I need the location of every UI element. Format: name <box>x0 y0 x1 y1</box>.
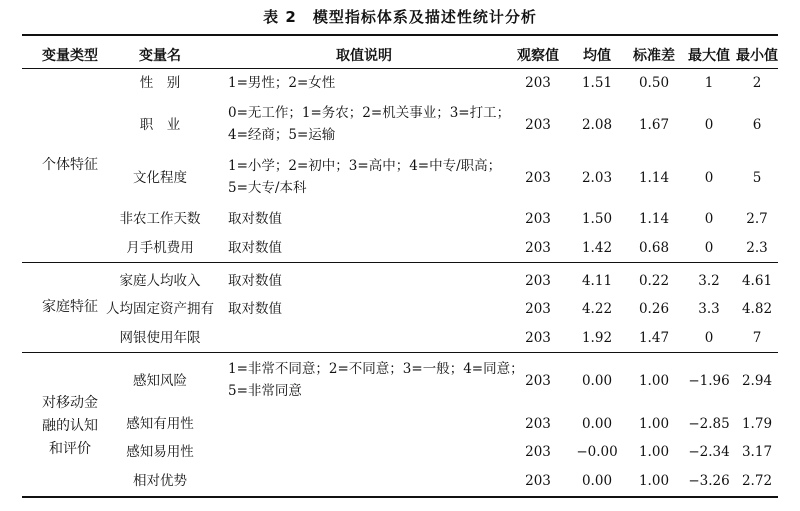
row-desc: 取对数值 <box>228 273 282 289</box>
row-desc: 5=大专/本科 <box>228 180 307 196</box>
row-max: 3.3 <box>698 301 720 317</box>
row-sd: 0.68 <box>638 240 670 256</box>
row-name: 月手机费用 <box>126 240 194 256</box>
row-n: 203 <box>525 75 551 91</box>
row-desc: 5=非常同意 <box>228 383 302 399</box>
row-max: 0 <box>704 330 714 346</box>
group-cognition-line: 对移动金 <box>42 395 98 411</box>
row-n: 203 <box>525 273 551 289</box>
row-sd: 1.14 <box>638 211 670 227</box>
row-name: 感知有用性 <box>126 416 194 432</box>
row-min: 5 <box>752 170 762 186</box>
row-max: 0 <box>704 211 714 227</box>
row-min: 2.3 <box>746 240 768 256</box>
group-household: 家庭特征 <box>42 299 98 315</box>
row-desc: 取对数值 <box>228 211 282 227</box>
row-max: −3.26 <box>688 473 730 489</box>
row-sd: 0.26 <box>638 301 670 317</box>
header-desc: 取值说明 <box>336 48 392 64</box>
row-mean: 0.00 <box>581 416 613 432</box>
row-name: 相对优势 <box>133 473 187 489</box>
row-n: 203 <box>525 416 551 432</box>
row-sd: 1.47 <box>638 330 670 346</box>
row-max: −2.85 <box>688 416 730 432</box>
row-desc: 1=男性；2=女性 <box>228 75 336 91</box>
header-n: 观察值 <box>517 48 559 64</box>
header-type: 变量类型 <box>42 48 98 64</box>
row-min: 2 <box>752 75 762 91</box>
row-n: 203 <box>525 117 551 133</box>
row-n: 203 <box>525 240 551 256</box>
row-name: 感知易用性 <box>126 444 194 460</box>
row-n: 203 <box>525 473 551 489</box>
header-max: 最大值 <box>688 48 730 64</box>
row-mean: 4.11 <box>581 273 613 289</box>
row-n: 203 <box>525 301 551 317</box>
row-name: 文化程度 <box>133 170 187 186</box>
row-desc: 取对数值 <box>228 240 282 256</box>
row-min: 1.79 <box>741 416 773 432</box>
row-max: 1 <box>704 75 714 91</box>
row-n: 203 <box>525 330 551 346</box>
row-n: 203 <box>525 444 551 460</box>
row-sd: 0.50 <box>638 75 670 91</box>
row-name: 感知风险 <box>133 373 187 389</box>
header-mean: 均值 <box>583 48 611 64</box>
row-name: 职 业 <box>139 117 181 133</box>
row-name: 网银使用年限 <box>119 330 201 346</box>
row-desc: 1=非常不同意；2=不同意；3=一般；4=同意； <box>228 361 524 377</box>
group-individual: 个体特征 <box>42 157 98 173</box>
row-min: 6 <box>752 117 762 133</box>
row-sd: 0.22 <box>638 273 670 289</box>
row-max: 0 <box>704 117 714 133</box>
row-mean: 1.50 <box>581 211 613 227</box>
row-sd: 1.00 <box>638 444 670 460</box>
row-mean: 0.00 <box>581 473 613 489</box>
row-min: 7 <box>752 330 762 346</box>
row-sd: 1.00 <box>638 373 670 389</box>
row-sd: 1.14 <box>638 170 670 186</box>
row-desc: 取对数值 <box>228 301 282 317</box>
row-mean: 2.08 <box>581 117 613 133</box>
row-n: 203 <box>525 373 551 389</box>
top-rule <box>22 34 778 36</box>
row-max: 0 <box>704 240 714 256</box>
row-n: 203 <box>525 170 551 186</box>
row-min: 2.7 <box>746 211 768 227</box>
header-rule <box>22 68 778 69</box>
row-name: 人均固定资产拥有 <box>106 301 214 317</box>
row-max: −2.34 <box>688 444 730 460</box>
row-desc: 1=小学；2=初中；3=高中；4=中专/职高； <box>228 158 502 174</box>
row-min: 4.61 <box>741 273 773 289</box>
row-name: 非农工作天数 <box>119 211 201 227</box>
row-mean: 0.00 <box>581 373 613 389</box>
header-name: 变量名 <box>139 48 181 64</box>
group-cognition-line: 融的认知 <box>42 418 98 434</box>
group-rule <box>22 352 778 353</box>
header-min: 最小值 <box>736 48 778 64</box>
row-sd: 1.67 <box>638 117 670 133</box>
row-min: 4.82 <box>741 301 773 317</box>
row-mean: 4.22 <box>581 301 613 317</box>
header-sd: 标准差 <box>633 48 675 64</box>
row-max: −1.96 <box>688 373 730 389</box>
table-caption: 表 2 模型指标体系及描述性统计分析 <box>263 8 537 26</box>
group-rule <box>22 262 778 263</box>
row-desc: 4=经商；5=运输 <box>228 127 336 143</box>
row-mean: −0.00 <box>576 444 618 460</box>
row-sd: 1.00 <box>638 473 670 489</box>
row-n: 203 <box>525 211 551 227</box>
row-mean: 1.42 <box>581 240 613 256</box>
row-min: 3.17 <box>741 444 773 460</box>
row-max: 0 <box>704 170 714 186</box>
row-min: 2.72 <box>741 473 773 489</box>
group-cognition-line: 和评价 <box>49 441 91 457</box>
row-name: 家庭人均收入 <box>119 273 201 289</box>
row-max: 3.2 <box>698 273 720 289</box>
row-min: 2.94 <box>741 373 773 389</box>
row-desc: 0=无工作；1=务农；2=机关事业；3=打工； <box>228 105 511 121</box>
row-mean: 1.51 <box>581 75 613 91</box>
bottom-rule <box>22 496 778 498</box>
row-name: 性 别 <box>139 75 181 91</box>
row-mean: 2.03 <box>581 170 613 186</box>
row-mean: 1.92 <box>581 330 613 346</box>
row-sd: 1.00 <box>638 416 670 432</box>
